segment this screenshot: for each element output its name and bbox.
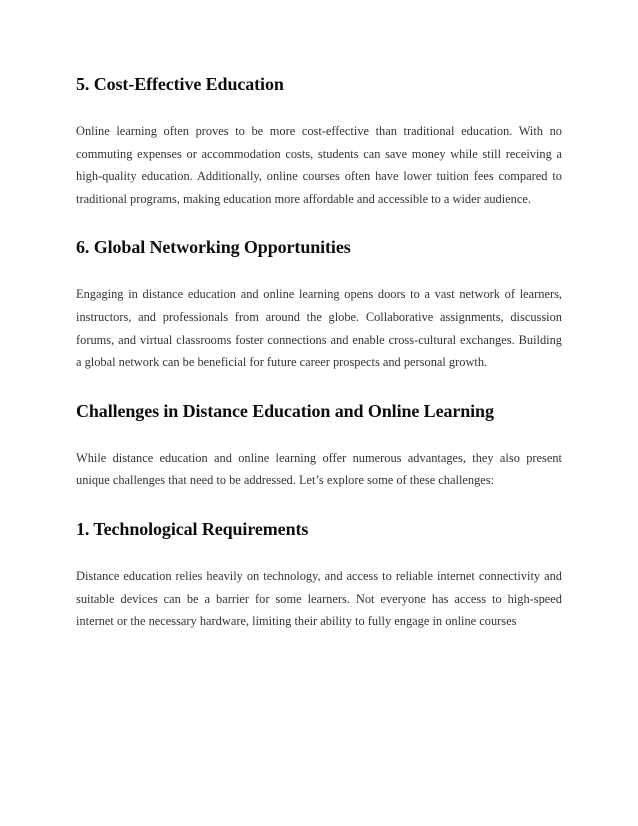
section-body: Engaging in distance education and online learning opens doors to a vast network of learners, instructors, and professionals from around the globe. Collaborative assignments, discussion forums, and virtual classrooms foster connections and enable cross-cultural exchanges. Building a global network can be beneficial for future career prospects and personal growth. <box>76 287 562 370</box>
section-body: While distance education and online learning offer numerous advantages, they also present unique challenges that need to be addressed. Let’s explore some of these challenges: <box>76 450 562 488</box>
section-body: Distance education relies heavily on technology, and access to reliable internet connectivity and suitable devices can be a barrier for some learners. Not everyone has access to high-speed internet or the necessary hardware, limiting their ability to fully engage in online courses <box>76 568 562 629</box>
section-challenges <box>76 399 562 492</box>
section-cost-effective-education <box>76 72 562 210</box>
section-global-networking <box>76 235 562 373</box>
section-technological-requirements <box>76 517 562 633</box>
section-body: Online learning often proves to be more cost-effective than traditional education. With no commuting expenses or accommodation costs, students can save money while still receiving a high-quality education. Additionally, online courses often have lower tuition fees compared to traditional programs, making education more affordable and accessible to a wider audience. <box>76 124 562 206</box>
section-heading: 1. Technological Requirements <box>76 518 309 539</box>
section-heading: 5. Cost-Effective Education <box>76 74 284 94</box>
section-heading: Challenges in Distance Education and Online Learning <box>76 400 494 421</box>
section-heading: 6. Global Networking Opportunities <box>76 237 351 258</box>
